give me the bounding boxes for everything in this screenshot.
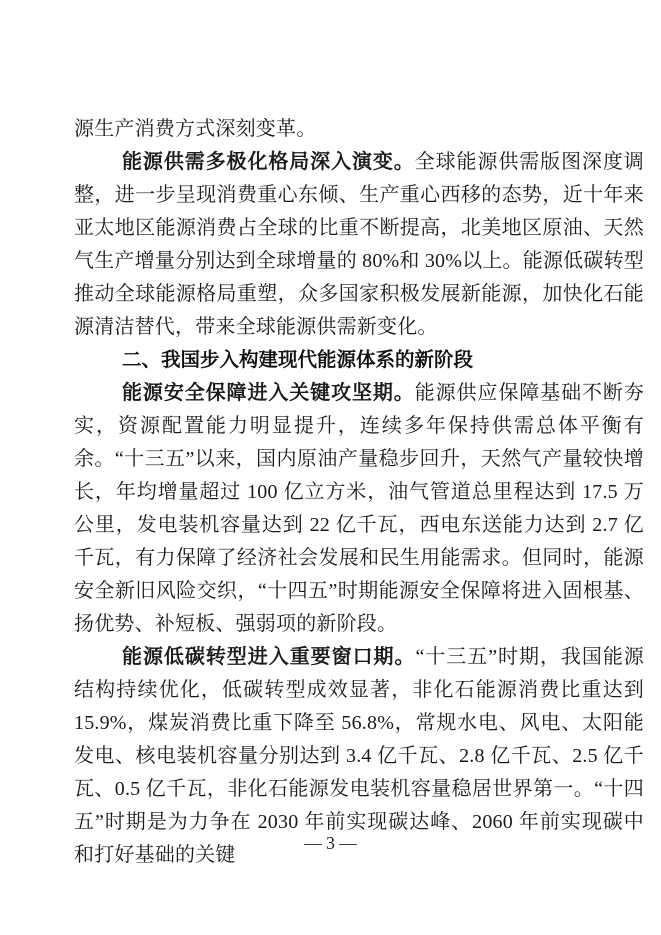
paragraph-body-text: 全球能源供需版图深度调整，进一步呈现消费重心东倾、生产重心西移的态势，近十年来亚太地区能源消费占全球的比重不断提高，北美地区原油、天然气生产增量分别达到全球增量的 80%和 30%以上。能源低碳转型推动全球能源格局重塑，众多国家积极发展新能源，加快化石能源清洁替代，带来全球能源供需新变化。 <box>74 151 644 338</box>
section-heading: 二、我国步入构建现代能源体系的新阶段 <box>122 349 474 371</box>
paragraph-continuation: 源生产消费方式深刻变革。 <box>74 118 317 140</box>
page-number: — 3 — <box>304 833 357 853</box>
paragraph-lead-sentence: 能源供需多极化格局深入演变。 <box>122 151 415 173</box>
paragraph-lead-sentence: 能源安全保障进入关键攻坚期。 <box>122 382 415 404</box>
page-body <box>74 113 644 872</box>
paragraph-lead-sentence: 能源低碳转型进入重要窗口期。 <box>122 646 416 668</box>
paragraph-body-text: 能源供应保障基础不断夯实，资源配置能力明显提升，连续多年保持供需总体平衡有余。“十三五”以来，国内原油产量稳步回升，天然气产量较快增长，年均增量超过 100 亿立方米，油气管道总里程达到 17.5 万公里，发电装机容量达到 22 亿千瓦，西电东送能力达到 2.7 亿千瓦，有力保障了经济社会发展和民生用能需求。但同时，能源安全新旧风险交织，“十四五”时期能源安全保障将进入固根基、扬优势、补短板、强弱项的新阶段。 <box>74 382 644 635</box>
paragraph-energy-supply-demand <box>74 146 644 344</box>
paragraph-body-text: “十三五”时期，我国能源结构持续优化，低碳转型成效显著，非化石能源消费比重达到 15.9%，煤炭消费比重下降至 56.8%，常规水电、风电、太阳能发电、核电装机容量分别达到 3.4 亿千瓦、2.8 亿千瓦、2.5 亿千瓦、0.5 亿千瓦，非化石能源发电装机容量稳居世界第一。“十四五”时期是为力争在 2030 年前实现碳达峰、2060 年前实现碳中和打好基础的关键 <box>74 646 644 866</box>
paragraph-energy-security <box>74 377 644 641</box>
